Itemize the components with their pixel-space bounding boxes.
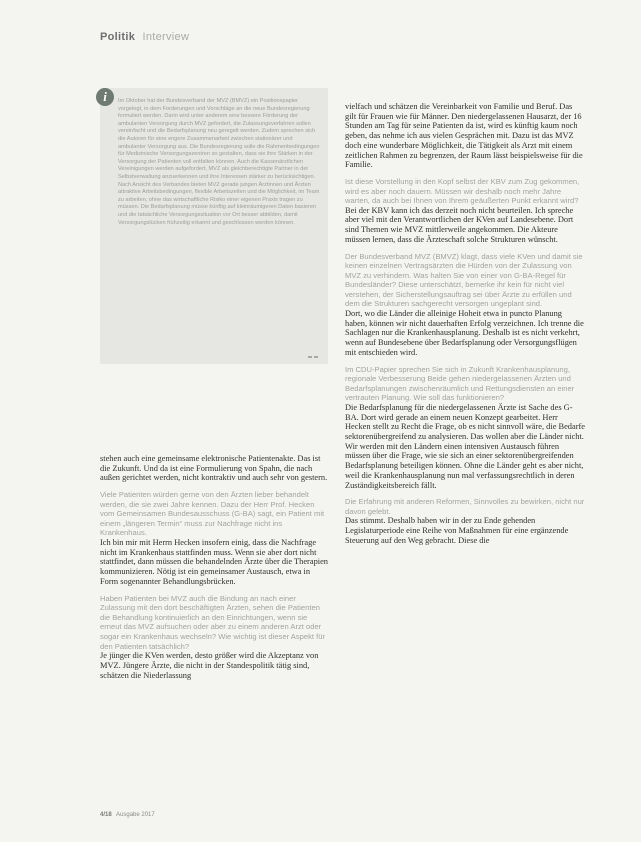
right-column	[345, 102, 585, 546]
paragraph-gap	[100, 483, 328, 490]
end-mark-icon	[308, 354, 320, 360]
left-column	[100, 454, 328, 680]
interview-answer: Je jünger die KVen werden, desto größer wird die Akzeptanz von MVZ. Jüngere Ärzte, die nicht in der Standespolitik tätig sind, schätzen die Niederlassung	[100, 651, 319, 680]
interview-answer: Dort, wo die Länder die alleinige Hoheit etwa in puncto Planung haben, können wir nicht dauerhaften Erfolg verzeichnen. Ich trenne die Sachlagen nur die Krankenhausplanung. Deshalb ist es nicht verkehrt, wenn auf Bundesebene über Bedarfsplanung oder Versorgungsflügen mit entschieden wird.	[345, 309, 584, 357]
paragraph-gap	[345, 245, 585, 252]
paragraph-gap	[345, 490, 585, 497]
interview-question: Ist diese Vorstellung in den Kopf selbst der KBV zum Zug gekommen, wird es aber noch dauern. Müssen wir deshalb noch mehr Jahre warten, da auch bei Ihnen von Ihrem geäußerten Punkt erkannt wird?	[345, 176, 580, 206]
interview-answer: Die Bedarfsplanung für die niedergelassenen Ärzte ist Sache des G-BA. Dort wird gerade an einem neuen Konzept gearbeitet. Herr Hecken stellt zu Recht die Frage, ob es nicht sinnvoll wäre, die Bedarfe sektorenübergreifend zu analysieren. Das wollen aber die Länder nicht. Wir werden mit den Ländern einen intensiven Austausch führen müssen über die Frage, wie sie sich an einer sektorenübergreifenden Bedarfsplanung beteiligen können. Ohne die Länder geht es aber nicht, weil die Krankenhausplanung nun mal verfassungsrechtlich in deren Zuständigkeitsbereich fällt.	[345, 402, 586, 490]
interview-question: Viele Patienten würden gerne von den Ärzten lieber behandelt werden, die sie zwei Jahre kennen. Dazu der Herr Prof. Hecken vom Gemeinsamen Bundesausschuss (G-BA) sagt, ein Patient mit einem „längeren Termin“ muss zur Nachfrage nicht ins Krankenhaus.	[100, 490, 325, 538]
page-header	[100, 31, 189, 43]
section-label: Politik	[100, 31, 136, 43]
interview-question: Der Bundesverband MVZ (BMVZ) klagt, dass viele KVen und damit sie keinen einzelnen Vertragsärzten die Hürden von der Zulassung von MVZ zu verhindern. Was halten Sie von einer von G-BA-Regel für Bundesländer? Diese unterschätzt, bemerke ihr kein für nicht viel verstehen, der Sicherstellungsauftrag sei über Ärzte zu erfüllen und dem die Strukturen sachgerecht versorgen ungeplant sind.	[345, 251, 583, 309]
interview-answer: vielfach und schätzen die Vereinbarkeit von Familie und Beruf. Das gilt für Frauen wie für Männer. Den niedergelassenen Hausarzt, der 16 Stunden am Tag für seine Patienten da ist, wird es künftig kaum noch geben, das nehme ich aus vielen Gesprächen mit. Dazu ist das MVZ doch eine wunderbare Möglichkeit, die Tätigkeit als Arzt mit einem zeitlichen Rahmen zu begrenzen, der Raum lässt beispielsweise für die Familie.	[345, 102, 583, 170]
interview-answer: stehen auch eine gemeinsame elektronische Patientenakte. Das ist die Zukunft. Und da ist eine Formulierung von Spahn, die nach außen gerichtet werden, nicht kontraktiv und auch sehr von gestern.	[100, 454, 328, 483]
info-box-text: Im Oktober hat der Bundesverband der MVZ (BMVZ) ein Positionspapier vorgelegt, in dem Forderungen und Vorschläge an die neue Bundesregierung formuliert werden. Darin wird unter anderem eine bessere Förderung der ambulanten Versorgung durch MVZ gefordert, die Zulassungsverfahren sollen vereinfacht und die Bedarfsplanung neu geregelt werden. Zudem sprechen sich die Autoren für eine engere Zusammenarbeit zwischen stationärer und ambulanter Versorgung aus. Die Bundesregierung solle die Rahmenbedingungen für Medizinische Versorgungszentren so gestalten, dass sie ihre Stärken in der Versorgung der Patienten voll entfalten können. Auch die Kassenärztlichen Vereinigungen werden aufgefordert, MVZ als gleichberechtigte Partner in der Selbstverwaltung anzuerkennen und ihre Interessen stärker zu berücksichtigen. Nach Ansicht des Verbandes bieten MVZ gerade jungen Ärztinnen und Ärzten attraktive Arbeitsbedingungen, flexible Arbeitszeiten und die Möglichkeit, im Team zu arbeiten, ohne das wirtschaftliche Risiko einer eigenen Praxis tragen zu müssen. Die Bedarfsplanung müsse künftig auf kleinräumigeren Daten basieren und die tatsächliche Versorgungssituation vor Ort besser abbilden, damit Versorgungslücken frühzeitig erkannt und geschlossen werden können.	[118, 98, 320, 226]
paragraph-gap	[100, 587, 328, 594]
interview-answer: Das stimmt. Deshalb haben wir in der zu Ende gehenden Legislaturperiode eine Reihe von Maßnahmen für eine ergänzende Steuerung auf den Weg gebracht. Diese die	[345, 516, 569, 545]
page-number: 4/18	[100, 812, 112, 818]
interview-question: Haben Patienten bei MVZ auch die Bindung an nach einer Zulassung mit den dort beschäftigten Ärzten, sehen die Patienten die Behandlung kontinuierlich an den Einrichtungen, wenn sie erneut das MVZ aufsuchen oder aber zu einem anderen Arzt oder sogar ein Krankenhaus wechseln? Wie wichtig ist dieser Aspekt für den Patienten tatsächlich?	[100, 593, 325, 651]
subsection-label: Interview	[142, 31, 190, 43]
info-box	[100, 88, 328, 364]
info-icon: i	[96, 88, 114, 106]
paragraph-gap	[345, 170, 585, 177]
interview-answer: Bei der KBV kann ich das derzeit noch nicht beurteilen. Ich spreche aber viel mit den Verantwortlichen der KVen auf Landesebene. Dort sind Themen wie MVZ mittlerweile angekommen. Die Akteure müssen lernen, dass die Ärzteschaft solche Strukturen wünscht.	[345, 205, 574, 244]
interview-answer: Ich bin mir mit Herrn Hecken insofern einig, dass die Nachfrage nicht im Krankenhaus stattfinden muss. Wenn sie aber dort nicht stattfindet, dann müssen die behandelnden Ärzte über die Therapien kommunizieren. Nötig ist ein gemeinsamer Austausch, etwa in Form sogenannter Behandlungsbrücken.	[100, 538, 328, 586]
page-footer	[100, 812, 155, 818]
paragraph-gap	[345, 358, 585, 365]
interview-question: Im CDU-Papier sprechen Sie sich in Zukunft Krankenhausplanung, regionale Verbesserung Beide gehen niedergelassenen Ärzten und Bedarfsplanungen zwischenräumlich und Rettungsdiensten an einer vertrauten Planung. Wie soll das funktionieren?	[345, 364, 575, 403]
interview-question: Die Erfahrung mit anderen Reformen, Sinnvolles zu bewirken, nicht nur davon gelebt.	[345, 497, 585, 516]
issue-label: Ausgabe 2017	[116, 812, 155, 818]
